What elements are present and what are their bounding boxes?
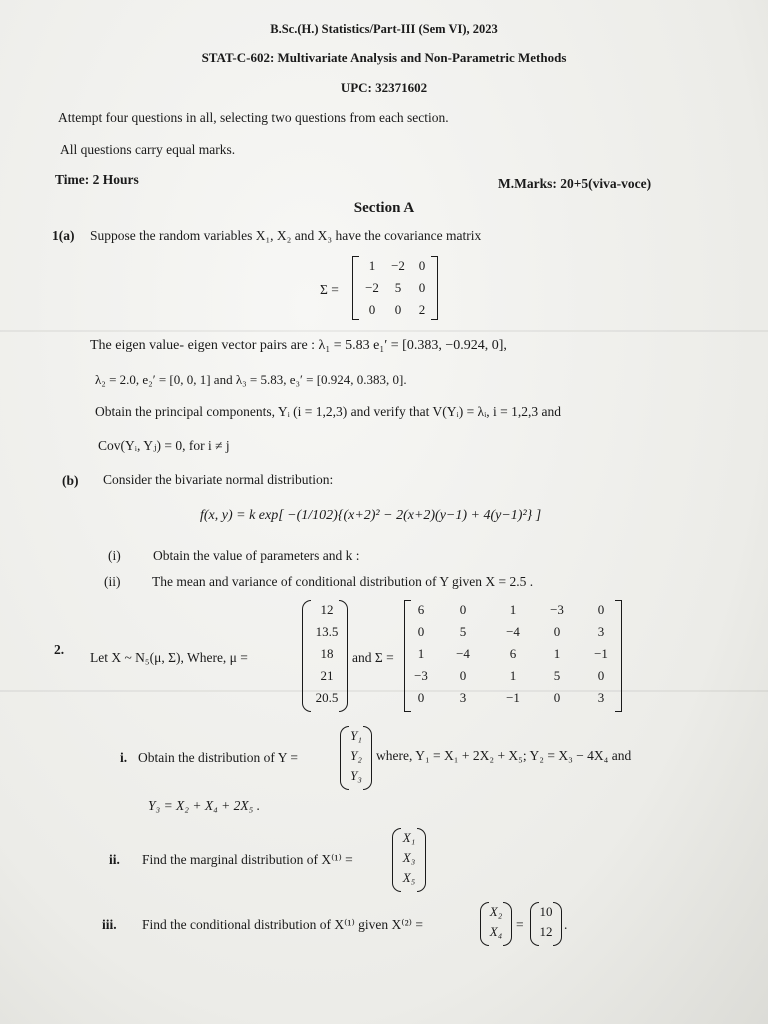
matrix-cell: 1 <box>509 602 517 617</box>
vector-cell: X₂ <box>489 904 503 919</box>
vector-cell: 10 <box>539 904 553 919</box>
part-i-label: i. <box>120 750 128 765</box>
vector-cell: X₃ <box>402 850 416 865</box>
sub-i-label: (i) <box>108 548 121 563</box>
question-1b-text: Consider the bivariate normal distribution: <box>103 472 334 487</box>
matrix-cell: 3 <box>459 690 467 705</box>
matrix-cell: 5 <box>394 280 402 295</box>
matrix-cell: 1 <box>417 646 425 661</box>
marks-instruction: All questions carry equal marks. <box>60 142 236 157</box>
bivariate-normal-formula: f(x, y) = k exp[ −(1/102){(x+2)² − 2(x+2)(y−1) + 4(y−1)²} ] <box>200 508 542 523</box>
course-title: B.Sc.(H.) Statistics/Part-III (Sem VI), 2023 <box>270 22 498 36</box>
vector-cell: 21 <box>320 668 334 683</box>
matrix-cell: 6 <box>509 646 517 661</box>
part-iii-text: Find the conditional distribution of X⁽¹⁾ given X⁽²⁾ = <box>142 917 423 932</box>
matrix-cell: 0 <box>553 624 561 639</box>
mean-vector <box>302 600 348 712</box>
max-marks-label: M.Marks: 20+5(viva-voce) <box>498 176 652 191</box>
matrix-cell: 6 <box>417 602 425 617</box>
part-i-text-b: where, Y₁ = X₁ + 2X₂ + X₅; Y₂ = X₃ − 4X₄ and <box>376 748 632 763</box>
vector-cell: X₄ <box>489 924 503 939</box>
matrix-cell: −2 <box>391 258 405 273</box>
matrix-cell: 0 <box>597 602 605 617</box>
vector-cell: 20.5 <box>315 690 339 705</box>
matrix-cell: 3 <box>597 624 605 639</box>
x2-vector <box>480 902 512 946</box>
matrix-cell: 1 <box>368 258 376 273</box>
matrix-cell: 0 <box>459 602 467 617</box>
sub-ii-text: The mean and variance of conditional distribution of Y given X = 2.5 . <box>152 574 534 589</box>
paper-fold <box>0 690 768 692</box>
matrix-cell: 0 <box>368 302 376 317</box>
matrix-cell: 0 <box>597 668 605 683</box>
matrix-cell: 0 <box>418 280 426 295</box>
sub-ii-label: (ii) <box>104 574 121 589</box>
matrix-cell: −1 <box>506 690 520 705</box>
end-period: . <box>564 917 568 932</box>
section-a-heading: Section A <box>353 200 415 216</box>
matrix-cell: 1 <box>553 646 561 661</box>
question-2-intro: Let X ~ N₅(μ, Σ), Where, μ = <box>90 650 248 665</box>
part-ii-text: Find the marginal distribution of X⁽¹⁾ = <box>142 852 353 867</box>
matrix-cell: 2 <box>418 302 426 317</box>
matrix-cell: 1 <box>509 668 517 683</box>
vector-cell: Y₃ <box>350 768 362 783</box>
paper-fold <box>0 330 768 332</box>
upc-code: UPC: 32371602 <box>340 80 428 95</box>
vector-cell: 18 <box>320 646 334 661</box>
vector-cell: Y₂ <box>350 748 362 763</box>
obtain-pc-line-1: Obtain the principal components, Yᵢ (i = 1,2,3) and verify that V(Yᵢ) = λᵢ, i = 1,2,3 and <box>95 404 562 419</box>
question-1a-text: Suppose the random variables X₁, X₂ and X₃ have the covariance matrix <box>90 228 482 243</box>
matrix-cell: 5 <box>553 668 561 683</box>
x1-vector <box>392 828 426 892</box>
sub-i-text: Obtain the value of parameters and k : <box>153 548 360 563</box>
and-sigma-label: and Σ = <box>352 650 394 665</box>
question-1a-label: 1(a) <box>52 228 75 243</box>
part-i-text-c: Y₃ = X₂ + X₄ + 2X₅ . <box>148 798 261 813</box>
matrix-cell: −1 <box>594 646 608 661</box>
paper-title: STAT-C-602: Multivariate Analysis and Non-Parametric Methods <box>201 50 567 65</box>
matrix-cell: 0 <box>459 668 467 683</box>
matrix-cell: 3 <box>597 690 605 705</box>
part-iii-label: iii. <box>102 917 117 932</box>
part-i-text-a: Obtain the distribution of Y = <box>138 750 298 765</box>
matrix-cell: −4 <box>506 624 520 639</box>
vector-cell: 13.5 <box>315 624 339 639</box>
matrix-cell: −3 <box>550 602 564 617</box>
vector-cell: 12 <box>320 602 334 617</box>
equals-sign: = <box>516 917 524 932</box>
question-2-label: 2. <box>54 642 65 657</box>
covariance-matrix-5x5 <box>404 600 622 712</box>
question-1b-label: (b) <box>62 473 79 488</box>
vector-cell: X₁ <box>402 830 416 845</box>
y-vector <box>340 726 372 790</box>
attempt-instruction: Attempt four questions in all, selecting two questions from each section. <box>58 110 449 125</box>
matrix-cell: −4 <box>456 646 470 661</box>
eigen-pairs-line-2: λ₂ = 2.0, e₂′ = [0, 0, 1] and λ₃ = 5.83, e₃′ = [0.924, 0.383, 0]. <box>95 372 407 387</box>
obtain-pc-line-2: Cov(Yᵢ, Yⱼ) = 0, for i ≠ j <box>98 438 230 453</box>
part-ii-label: ii. <box>109 852 120 867</box>
matrix-cell: 0 <box>394 302 402 317</box>
matrix-cell: 0 <box>417 624 425 639</box>
given-values-vector <box>530 902 562 946</box>
matrix-cell: −3 <box>414 668 428 683</box>
vector-cell: 12 <box>539 924 553 939</box>
matrix-cell: 0 <box>418 258 426 273</box>
matrix-cell: 0 <box>553 690 561 705</box>
time-label: Time: 2 Hours <box>55 172 139 187</box>
matrix-cell: 5 <box>459 624 467 639</box>
vector-cell: Y₁ <box>350 728 362 743</box>
sigma-label: Σ = <box>320 282 339 297</box>
vector-cell: X₅ <box>402 870 416 885</box>
covariance-matrix <box>352 256 438 320</box>
matrix-cell: −2 <box>365 280 379 295</box>
eigen-pairs-line-1: The eigen value- eigen vector pairs are : λ₁ = 5.83 e₁′ = [0.383, −0.924, 0], <box>90 338 507 353</box>
matrix-cell: 0 <box>417 690 425 705</box>
